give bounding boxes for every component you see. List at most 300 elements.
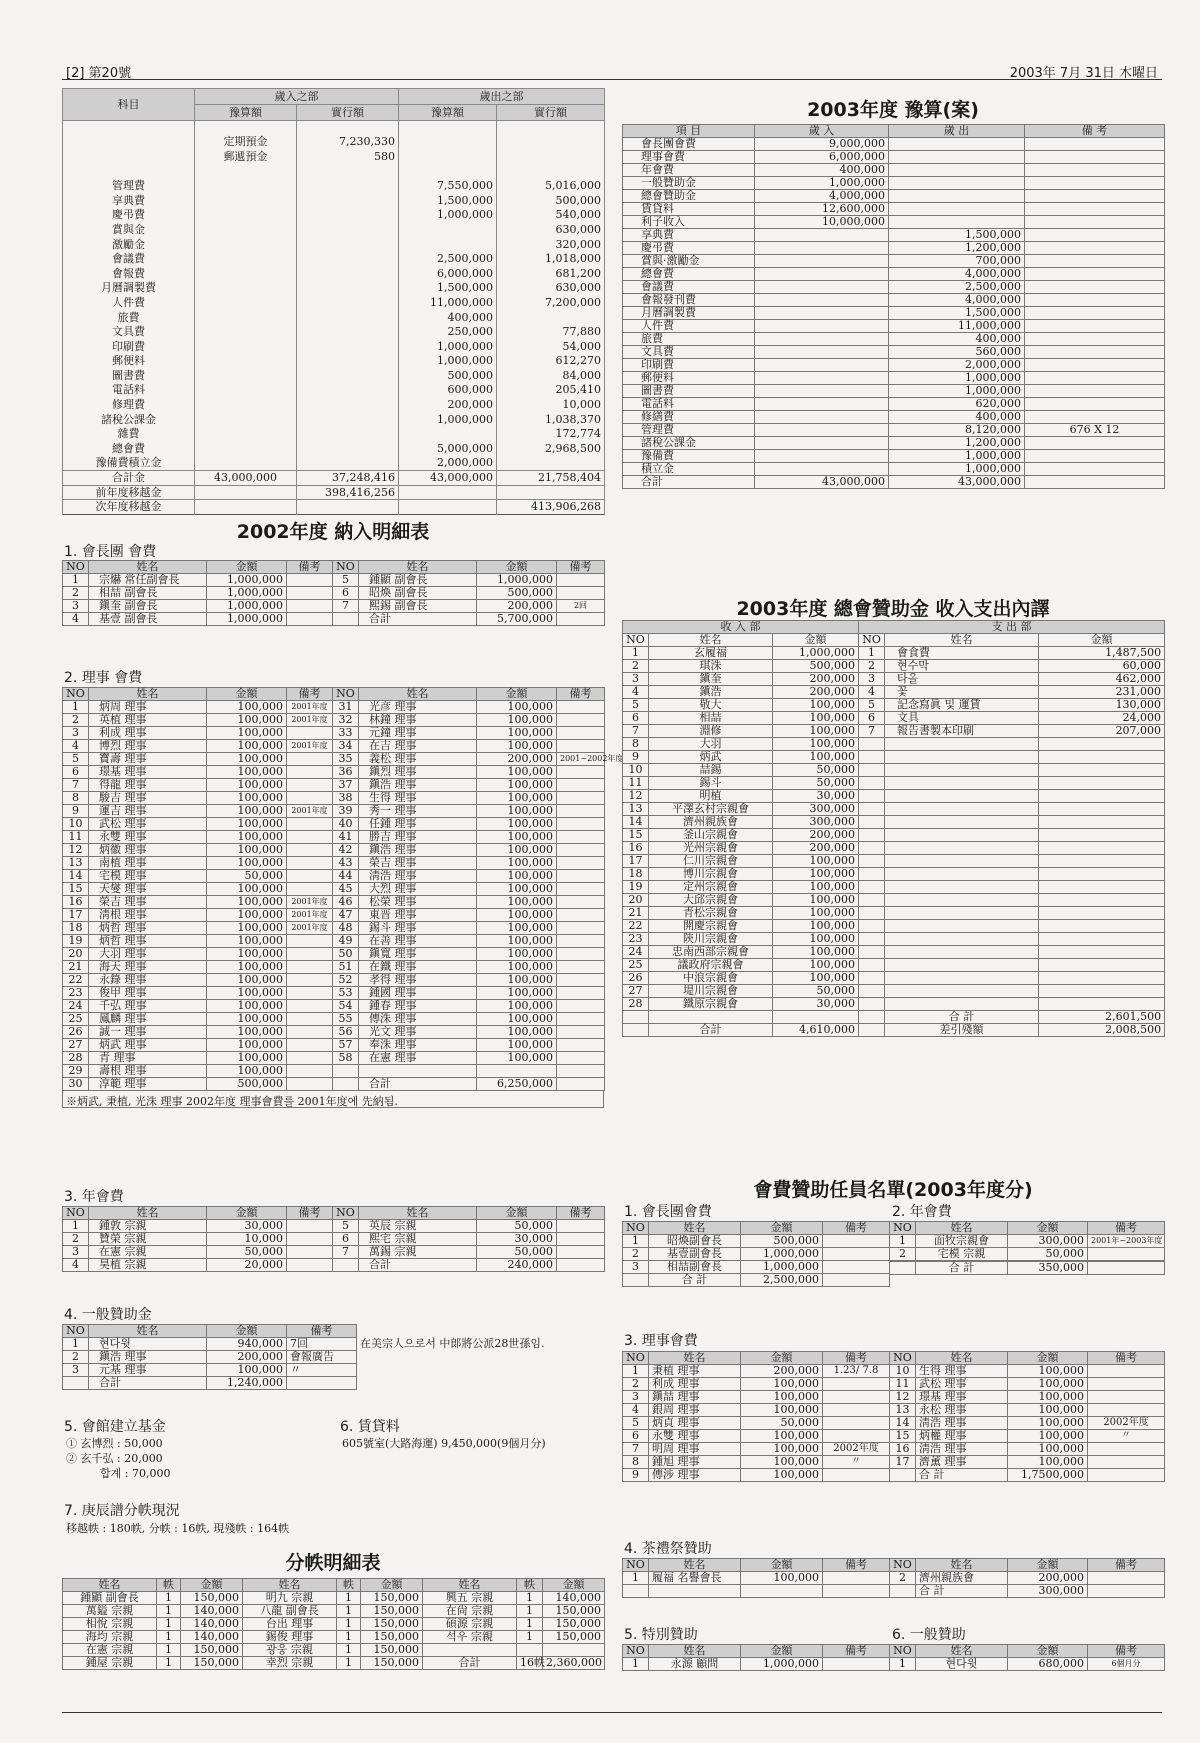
ledger-cell bbox=[297, 456, 399, 471]
table-row bbox=[63, 1605, 605, 1618]
ledger-cell: 2,500,000 bbox=[399, 252, 497, 267]
budget-title: 2003年度 豫算(案) bbox=[807, 99, 979, 121]
table-cell: 50,000 bbox=[207, 870, 287, 883]
ledger-cell bbox=[195, 383, 297, 398]
table-cell bbox=[333, 1078, 359, 1091]
table-cell: 淸浩 理事 bbox=[916, 1443, 1008, 1456]
table-row bbox=[623, 281, 1165, 294]
table-cell bbox=[1025, 216, 1165, 229]
ledger-cell bbox=[497, 164, 605, 179]
table-cell: 140,000 bbox=[181, 1605, 243, 1618]
table-cell bbox=[1088, 1248, 1165, 1261]
ledger-cell: 320,000 bbox=[497, 237, 605, 252]
table-cell: 150,000 bbox=[361, 1631, 423, 1644]
d4-title: 4. 茶禮祭贊助 bbox=[624, 1541, 712, 1557]
table-cell: 50,000 bbox=[477, 1220, 557, 1233]
side-note bbox=[357, 1351, 605, 1364]
ledger-cell: 500,000 bbox=[399, 369, 497, 384]
table-cell: 150,000 bbox=[543, 1631, 605, 1644]
table-row bbox=[623, 712, 1165, 725]
table-cell bbox=[823, 1274, 890, 1287]
table-cell: 100,000 bbox=[477, 1013, 557, 1026]
table-cell bbox=[287, 587, 333, 600]
table-cell: 50,000 bbox=[1008, 1248, 1088, 1261]
table-cell bbox=[823, 1391, 890, 1404]
ledger-cell bbox=[497, 135, 605, 150]
side-note bbox=[357, 1377, 605, 1390]
table-row bbox=[63, 701, 605, 714]
table-cell: 31 bbox=[333, 701, 359, 714]
table-row bbox=[623, 933, 1165, 946]
col-actual: 實行額 bbox=[497, 105, 605, 121]
ledger-cell: 慶弔費 bbox=[63, 208, 195, 223]
table-row bbox=[63, 179, 605, 194]
table-cell: 100,000 bbox=[773, 855, 859, 868]
side-note bbox=[357, 1364, 605, 1377]
table-cell bbox=[1025, 359, 1165, 372]
table-cell: 100,000 bbox=[741, 1469, 823, 1482]
table-cell: 1,240,000 bbox=[207, 1377, 287, 1390]
ledger-cell bbox=[195, 164, 297, 179]
table-cell bbox=[890, 1469, 916, 1482]
donors-title: 會費贊助任員名單(2003年度分) bbox=[753, 1179, 1033, 1201]
table-cell: 明植 bbox=[649, 790, 773, 803]
table-cell bbox=[287, 792, 333, 805]
table-cell: 200,000 bbox=[773, 686, 859, 699]
table-cell: 100,000 bbox=[207, 1039, 287, 1052]
ledger-cell bbox=[297, 281, 399, 296]
table-cell: 博川宗親會 bbox=[649, 868, 773, 881]
ledger-cell: 43,000,000 bbox=[399, 471, 497, 486]
table-cell bbox=[859, 868, 885, 881]
table-cell bbox=[623, 1024, 649, 1037]
s2-table-wrap bbox=[62, 687, 624, 1108]
table-cell: 海天 理事 bbox=[89, 961, 207, 974]
table-cell bbox=[889, 138, 1025, 151]
table-cell bbox=[423, 1644, 517, 1657]
d5-title: 5. 特別贊助 bbox=[624, 1627, 698, 1643]
table-row bbox=[623, 1235, 890, 1248]
table-cell: 현다윗 bbox=[916, 1658, 1008, 1671]
ledger-cell: 612,270 bbox=[497, 354, 605, 369]
table-row bbox=[63, 870, 605, 883]
table-cell: 1 bbox=[157, 1592, 181, 1605]
table-cell: 16 bbox=[890, 1443, 916, 1456]
col-name: 姓名 bbox=[359, 561, 477, 574]
table-cell: 會報廣告 bbox=[287, 1351, 357, 1364]
table-cell: 50,000 bbox=[477, 1246, 557, 1259]
table-row bbox=[623, 998, 1165, 1011]
table-cell: 淳範 理事 bbox=[89, 1078, 207, 1091]
table-cell: 1 bbox=[517, 1631, 543, 1644]
expense-total: 2,601,500 bbox=[1039, 1011, 1165, 1024]
table-cell bbox=[557, 1052, 605, 1065]
table-cell bbox=[885, 803, 1039, 816]
ledger-cell: 1,038,370 bbox=[497, 412, 605, 427]
ledger-cell: 郵遞預金 bbox=[195, 150, 297, 165]
table-row bbox=[63, 354, 605, 369]
table-row bbox=[623, 868, 1165, 881]
table-cell: 200,000 bbox=[773, 842, 859, 855]
table-cell: 6 bbox=[623, 712, 649, 725]
table-cell: 200,000 bbox=[773, 829, 859, 842]
table-cell: 諸稅公課金 bbox=[623, 437, 755, 450]
ledger-cell: 諸稅公課金 bbox=[63, 412, 195, 427]
table-row bbox=[63, 792, 605, 805]
table-cell: 理事會費 bbox=[623, 151, 755, 164]
col-amount: 金額 bbox=[1008, 1222, 1088, 1235]
col-no: NO bbox=[623, 1559, 649, 1572]
table-cell: 淵修 bbox=[649, 725, 773, 738]
table-cell: 21 bbox=[63, 961, 89, 974]
table-cell bbox=[1039, 777, 1165, 790]
table-row bbox=[623, 1585, 1165, 1598]
table-cell: 5,700,000 bbox=[477, 613, 557, 626]
table-cell: 1 bbox=[859, 647, 885, 660]
table-cell: 100,000 bbox=[207, 727, 287, 740]
ledger-cell: 會報費 bbox=[63, 266, 195, 281]
table-cell bbox=[287, 961, 333, 974]
table-cell bbox=[557, 1013, 605, 1026]
table-cell: 51 bbox=[333, 961, 359, 974]
table-cell: 相喆 bbox=[649, 712, 773, 725]
table-cell: 璟基 理事 bbox=[916, 1391, 1008, 1404]
table-cell bbox=[859, 803, 885, 816]
ledger-cell: 21,758,404 bbox=[497, 471, 605, 486]
table-cell: 24 bbox=[63, 1000, 89, 1013]
table-cell: 100,000 bbox=[1008, 1417, 1088, 1430]
col-no: NO bbox=[63, 561, 89, 574]
col-note: 備考 bbox=[1088, 1352, 1165, 1365]
ledger-cell bbox=[497, 121, 605, 136]
col-note: 備考 bbox=[1088, 1559, 1165, 1572]
d6-table bbox=[889, 1644, 1165, 1671]
table-cell: 30,000 bbox=[773, 998, 859, 1011]
table-row bbox=[63, 325, 605, 340]
table-cell: 宅模 理事 bbox=[89, 870, 207, 883]
table-cell: 50 bbox=[333, 948, 359, 961]
ledger-cell bbox=[297, 412, 399, 427]
table-cell bbox=[557, 613, 605, 626]
table-row bbox=[63, 237, 605, 252]
table-cell: 熙錫 副會長 bbox=[359, 600, 477, 613]
table-cell: 合 計 bbox=[916, 1469, 1008, 1482]
table-cell: 150,000 bbox=[361, 1644, 423, 1657]
table-cell bbox=[623, 1585, 649, 1598]
table-cell bbox=[1025, 242, 1165, 255]
table-cell: 8 bbox=[63, 792, 89, 805]
table-cell: 100,000 bbox=[773, 972, 859, 985]
col-no: NO bbox=[63, 1325, 89, 1338]
table-cell bbox=[1039, 868, 1165, 881]
d2-title: 2. 年會費 bbox=[892, 1204, 952, 1220]
table-cell: 100,000 bbox=[773, 920, 859, 933]
table-cell: 25 bbox=[63, 1013, 89, 1026]
col-name: 姓名 bbox=[243, 1579, 337, 1592]
table-row bbox=[63, 1364, 605, 1377]
table-cell: 100,000 bbox=[477, 831, 557, 844]
table-cell: 濟薰 理事 bbox=[916, 1456, 1008, 1469]
table-cell: 10,000,000 bbox=[755, 216, 889, 229]
table-cell: 鎭浩 理事 bbox=[359, 844, 477, 857]
ledger-cell bbox=[297, 164, 399, 179]
income-total-label: 合計 bbox=[649, 1024, 773, 1037]
table-cell: 20,000 bbox=[207, 1259, 287, 1272]
table-cell: 2002年度 bbox=[1088, 1417, 1165, 1430]
table-cell: 秀一 理事 bbox=[359, 805, 477, 818]
table-cell: 1 bbox=[157, 1657, 181, 1670]
ledger-cell: 修理費 bbox=[63, 398, 195, 413]
table-cell bbox=[885, 894, 1039, 907]
table-cell: 14 bbox=[63, 870, 89, 883]
table-cell: 1,500,000 bbox=[889, 229, 1025, 242]
col-budget: 豫算額 bbox=[399, 105, 497, 121]
table-cell bbox=[1025, 385, 1165, 398]
table-cell: 鎭浩 bbox=[649, 686, 773, 699]
table-cell: 千弘 理事 bbox=[89, 1000, 207, 1013]
col-amount: 金額 bbox=[1008, 1559, 1088, 1572]
table-cell: 1 bbox=[890, 1235, 916, 1248]
table-cell: 1,500,000 bbox=[889, 307, 1025, 320]
table-cell: 文具 bbox=[885, 712, 1039, 725]
col-name: 姓名 bbox=[649, 1352, 741, 1365]
table-cell: 100,000 bbox=[773, 868, 859, 881]
table-cell: 100,000 bbox=[1008, 1404, 1088, 1417]
table-cell: 天燮 理事 bbox=[89, 883, 207, 896]
col-no: NO bbox=[890, 1352, 916, 1365]
table-cell bbox=[517, 1644, 543, 1657]
table-cell bbox=[755, 372, 889, 385]
table-row bbox=[623, 881, 1165, 894]
table-cell: 14 bbox=[623, 816, 649, 829]
table-cell bbox=[287, 1039, 333, 1052]
table-cell: 22 bbox=[623, 920, 649, 933]
table-cell: 2 bbox=[63, 1351, 89, 1364]
table-cell: 1 bbox=[157, 1605, 181, 1618]
ledger-cell bbox=[195, 208, 297, 223]
table-cell: 17 bbox=[623, 855, 649, 868]
table-cell bbox=[1025, 476, 1165, 489]
table-row bbox=[63, 935, 605, 948]
table-cell: 2001年度 bbox=[287, 909, 333, 922]
table-cell: 相悅 宗親 bbox=[63, 1618, 157, 1631]
ledger-cell: 定期預金 bbox=[195, 135, 297, 150]
col-note: 備考 bbox=[287, 561, 333, 574]
table-cell bbox=[287, 857, 333, 870]
ledger-cell bbox=[195, 281, 297, 296]
table-cell: 敬大 bbox=[649, 699, 773, 712]
table-row bbox=[63, 857, 605, 870]
table-row bbox=[623, 307, 1165, 320]
table-cell: 永松 理事 bbox=[916, 1404, 1008, 1417]
table-cell: 24 bbox=[623, 946, 649, 959]
table-cell: 100,000 bbox=[477, 727, 557, 740]
d2-table bbox=[889, 1221, 1165, 1275]
table-row bbox=[623, 1274, 890, 1287]
table-cell: 2 bbox=[63, 1233, 89, 1246]
table-cell: 大羽 bbox=[649, 738, 773, 751]
table-cell: 1 bbox=[63, 701, 89, 714]
table-cell: 生得 理事 bbox=[359, 792, 477, 805]
table-row bbox=[623, 385, 1165, 398]
table-cell: 修繕費 bbox=[623, 411, 755, 424]
table-cell bbox=[1039, 985, 1165, 998]
table-cell bbox=[1088, 1378, 1165, 1391]
table-cell: 100,000 bbox=[207, 1065, 287, 1078]
table-row bbox=[63, 369, 605, 384]
col-expense: 歲出之部 bbox=[399, 89, 605, 105]
table-cell: 享典費 bbox=[623, 229, 755, 242]
ledger-cell: 文具費 bbox=[63, 325, 195, 340]
table-cell: 壽根 理事 bbox=[89, 1065, 207, 1078]
table-cell: 100,000 bbox=[1008, 1443, 1088, 1456]
col-amount: 金額 bbox=[477, 688, 557, 701]
table-cell: 在憲 宗親 bbox=[89, 1246, 207, 1259]
ledger-cell: 681,200 bbox=[497, 266, 605, 281]
table-cell bbox=[1088, 1365, 1165, 1378]
table-cell: 利成 理事 bbox=[649, 1378, 741, 1391]
ledger-cell: 540,000 bbox=[497, 208, 605, 223]
table-cell: 50,000 bbox=[773, 777, 859, 790]
table-cell: 4,000,000 bbox=[755, 190, 889, 203]
table-cell: 鍾旭 理事 bbox=[649, 1456, 741, 1469]
bottom-rule bbox=[62, 1712, 1162, 1713]
table-cell: 淸根 理事 bbox=[89, 909, 207, 922]
table-cell: 合計 bbox=[359, 1078, 477, 1091]
table-cell: 15 bbox=[63, 883, 89, 896]
ledger-cell: 413,906,268 bbox=[497, 500, 605, 515]
table-cell: 100,000 bbox=[477, 961, 557, 974]
table-cell: 100,000 bbox=[477, 922, 557, 935]
table-cell: 1,000,000 bbox=[207, 574, 287, 587]
table-cell: 報告書製本印刷 bbox=[885, 725, 1039, 738]
table-cell: 30 bbox=[63, 1078, 89, 1091]
s3-title: 3. 年會費 bbox=[64, 1189, 124, 1205]
table-row bbox=[63, 121, 605, 136]
table-cell bbox=[1039, 894, 1165, 907]
dist-table bbox=[62, 1578, 605, 1670]
table-cell bbox=[755, 281, 889, 294]
table-row bbox=[623, 1658, 890, 1671]
col-amount: 金額 bbox=[543, 1579, 605, 1592]
table-cell bbox=[1088, 1262, 1165, 1275]
col-name: 姓名 bbox=[423, 1579, 517, 1592]
table-cell: 100,000 bbox=[741, 1404, 823, 1417]
table-cell: 6 bbox=[63, 766, 89, 779]
table-row bbox=[63, 613, 605, 626]
table-cell: 100,000 bbox=[477, 1026, 557, 1039]
ledger-cell: 580 bbox=[297, 150, 399, 165]
table-cell: 1 bbox=[623, 1572, 649, 1585]
table-cell bbox=[287, 1052, 333, 1065]
table-row bbox=[623, 463, 1165, 476]
col-name: 姓名 bbox=[916, 1645, 1008, 1658]
table-row bbox=[63, 909, 605, 922]
table-cell: 100,000 bbox=[207, 740, 287, 753]
table-cell: 3 bbox=[63, 600, 89, 613]
table-row bbox=[63, 1065, 605, 1078]
table-cell bbox=[1039, 998, 1165, 1011]
d4-table-wrap bbox=[622, 1558, 1164, 1598]
table-cell: 200,000 bbox=[1008, 1572, 1088, 1585]
table-cell: 鎭寬 理事 bbox=[359, 948, 477, 961]
table-row bbox=[623, 268, 1165, 281]
table-cell: 永雙 理事 bbox=[89, 831, 207, 844]
table-cell: 100,000 bbox=[207, 857, 287, 870]
table-cell: 16 bbox=[623, 842, 649, 855]
table-cell: 34 bbox=[333, 740, 359, 753]
table-row bbox=[623, 346, 1165, 359]
table-row bbox=[623, 216, 1165, 229]
table-cell: 青松宗親會 bbox=[649, 907, 773, 920]
table-cell: 相喆副會長 bbox=[649, 1261, 741, 1274]
table-cell: 240,000 bbox=[477, 1259, 557, 1272]
table-row bbox=[623, 985, 1165, 998]
col-note: 備考 bbox=[823, 1352, 890, 1365]
table-cell: 面牧宗親會 bbox=[916, 1235, 1008, 1248]
ledger-cell bbox=[297, 500, 399, 515]
table-cell: 松榮 理事 bbox=[359, 896, 477, 909]
col-no: NO bbox=[333, 688, 359, 701]
table-cell bbox=[1025, 281, 1165, 294]
col-amount: 金額 bbox=[773, 634, 859, 647]
table-cell: 24,000 bbox=[1039, 712, 1165, 725]
table-cell: 會報發刊費 bbox=[623, 294, 755, 307]
table-cell: 4 bbox=[63, 740, 89, 753]
table-row bbox=[63, 1220, 605, 1233]
table-cell bbox=[1025, 177, 1165, 190]
ledger-cell bbox=[195, 412, 297, 427]
table-cell: 현수막 bbox=[885, 660, 1039, 673]
table-cell: 100,000 bbox=[207, 831, 287, 844]
ledger-cell bbox=[297, 354, 399, 369]
table-cell bbox=[649, 1011, 773, 1024]
table-cell: 100,000 bbox=[207, 701, 287, 714]
col-no: NO bbox=[890, 1559, 916, 1572]
table-cell bbox=[890, 1585, 916, 1598]
table-cell: 100,000 bbox=[477, 896, 557, 909]
table-cell: 12,600,000 bbox=[755, 203, 889, 216]
table-cell: 會長團會費 bbox=[623, 138, 755, 151]
table-cell: 10,000 bbox=[207, 1233, 287, 1246]
table-cell: 會議費 bbox=[623, 281, 755, 294]
table-cell: 任鍾 理事 bbox=[359, 818, 477, 831]
table-cell bbox=[885, 816, 1039, 829]
table-cell: 合 計 bbox=[916, 1262, 1008, 1275]
table-cell: 5 bbox=[623, 699, 649, 712]
table-cell: 2 bbox=[890, 1248, 916, 1261]
table-cell bbox=[773, 1011, 859, 1024]
table-cell: 濟州親族會 bbox=[649, 816, 773, 829]
table-cell: 7 bbox=[623, 1443, 649, 1456]
table-cell: 〃 bbox=[823, 1456, 890, 1469]
col-note: 備考 bbox=[557, 561, 605, 574]
ledger-cell bbox=[195, 179, 297, 194]
table-cell bbox=[755, 268, 889, 281]
table-cell: 鍾顯 副會長 bbox=[63, 1592, 157, 1605]
col-note: 備考 bbox=[287, 1207, 333, 1220]
table-cell: 49 bbox=[333, 935, 359, 948]
table-cell: 28 bbox=[623, 998, 649, 1011]
col-note: 備考 bbox=[823, 1222, 890, 1235]
table-cell: 100,000 bbox=[207, 766, 287, 779]
table-cell bbox=[1039, 920, 1165, 933]
table-cell: 7 bbox=[333, 600, 359, 613]
table-cell bbox=[823, 1585, 890, 1598]
table-cell: 6 bbox=[333, 1233, 359, 1246]
table-cell: 1 bbox=[337, 1592, 361, 1605]
table-cell bbox=[755, 229, 889, 242]
